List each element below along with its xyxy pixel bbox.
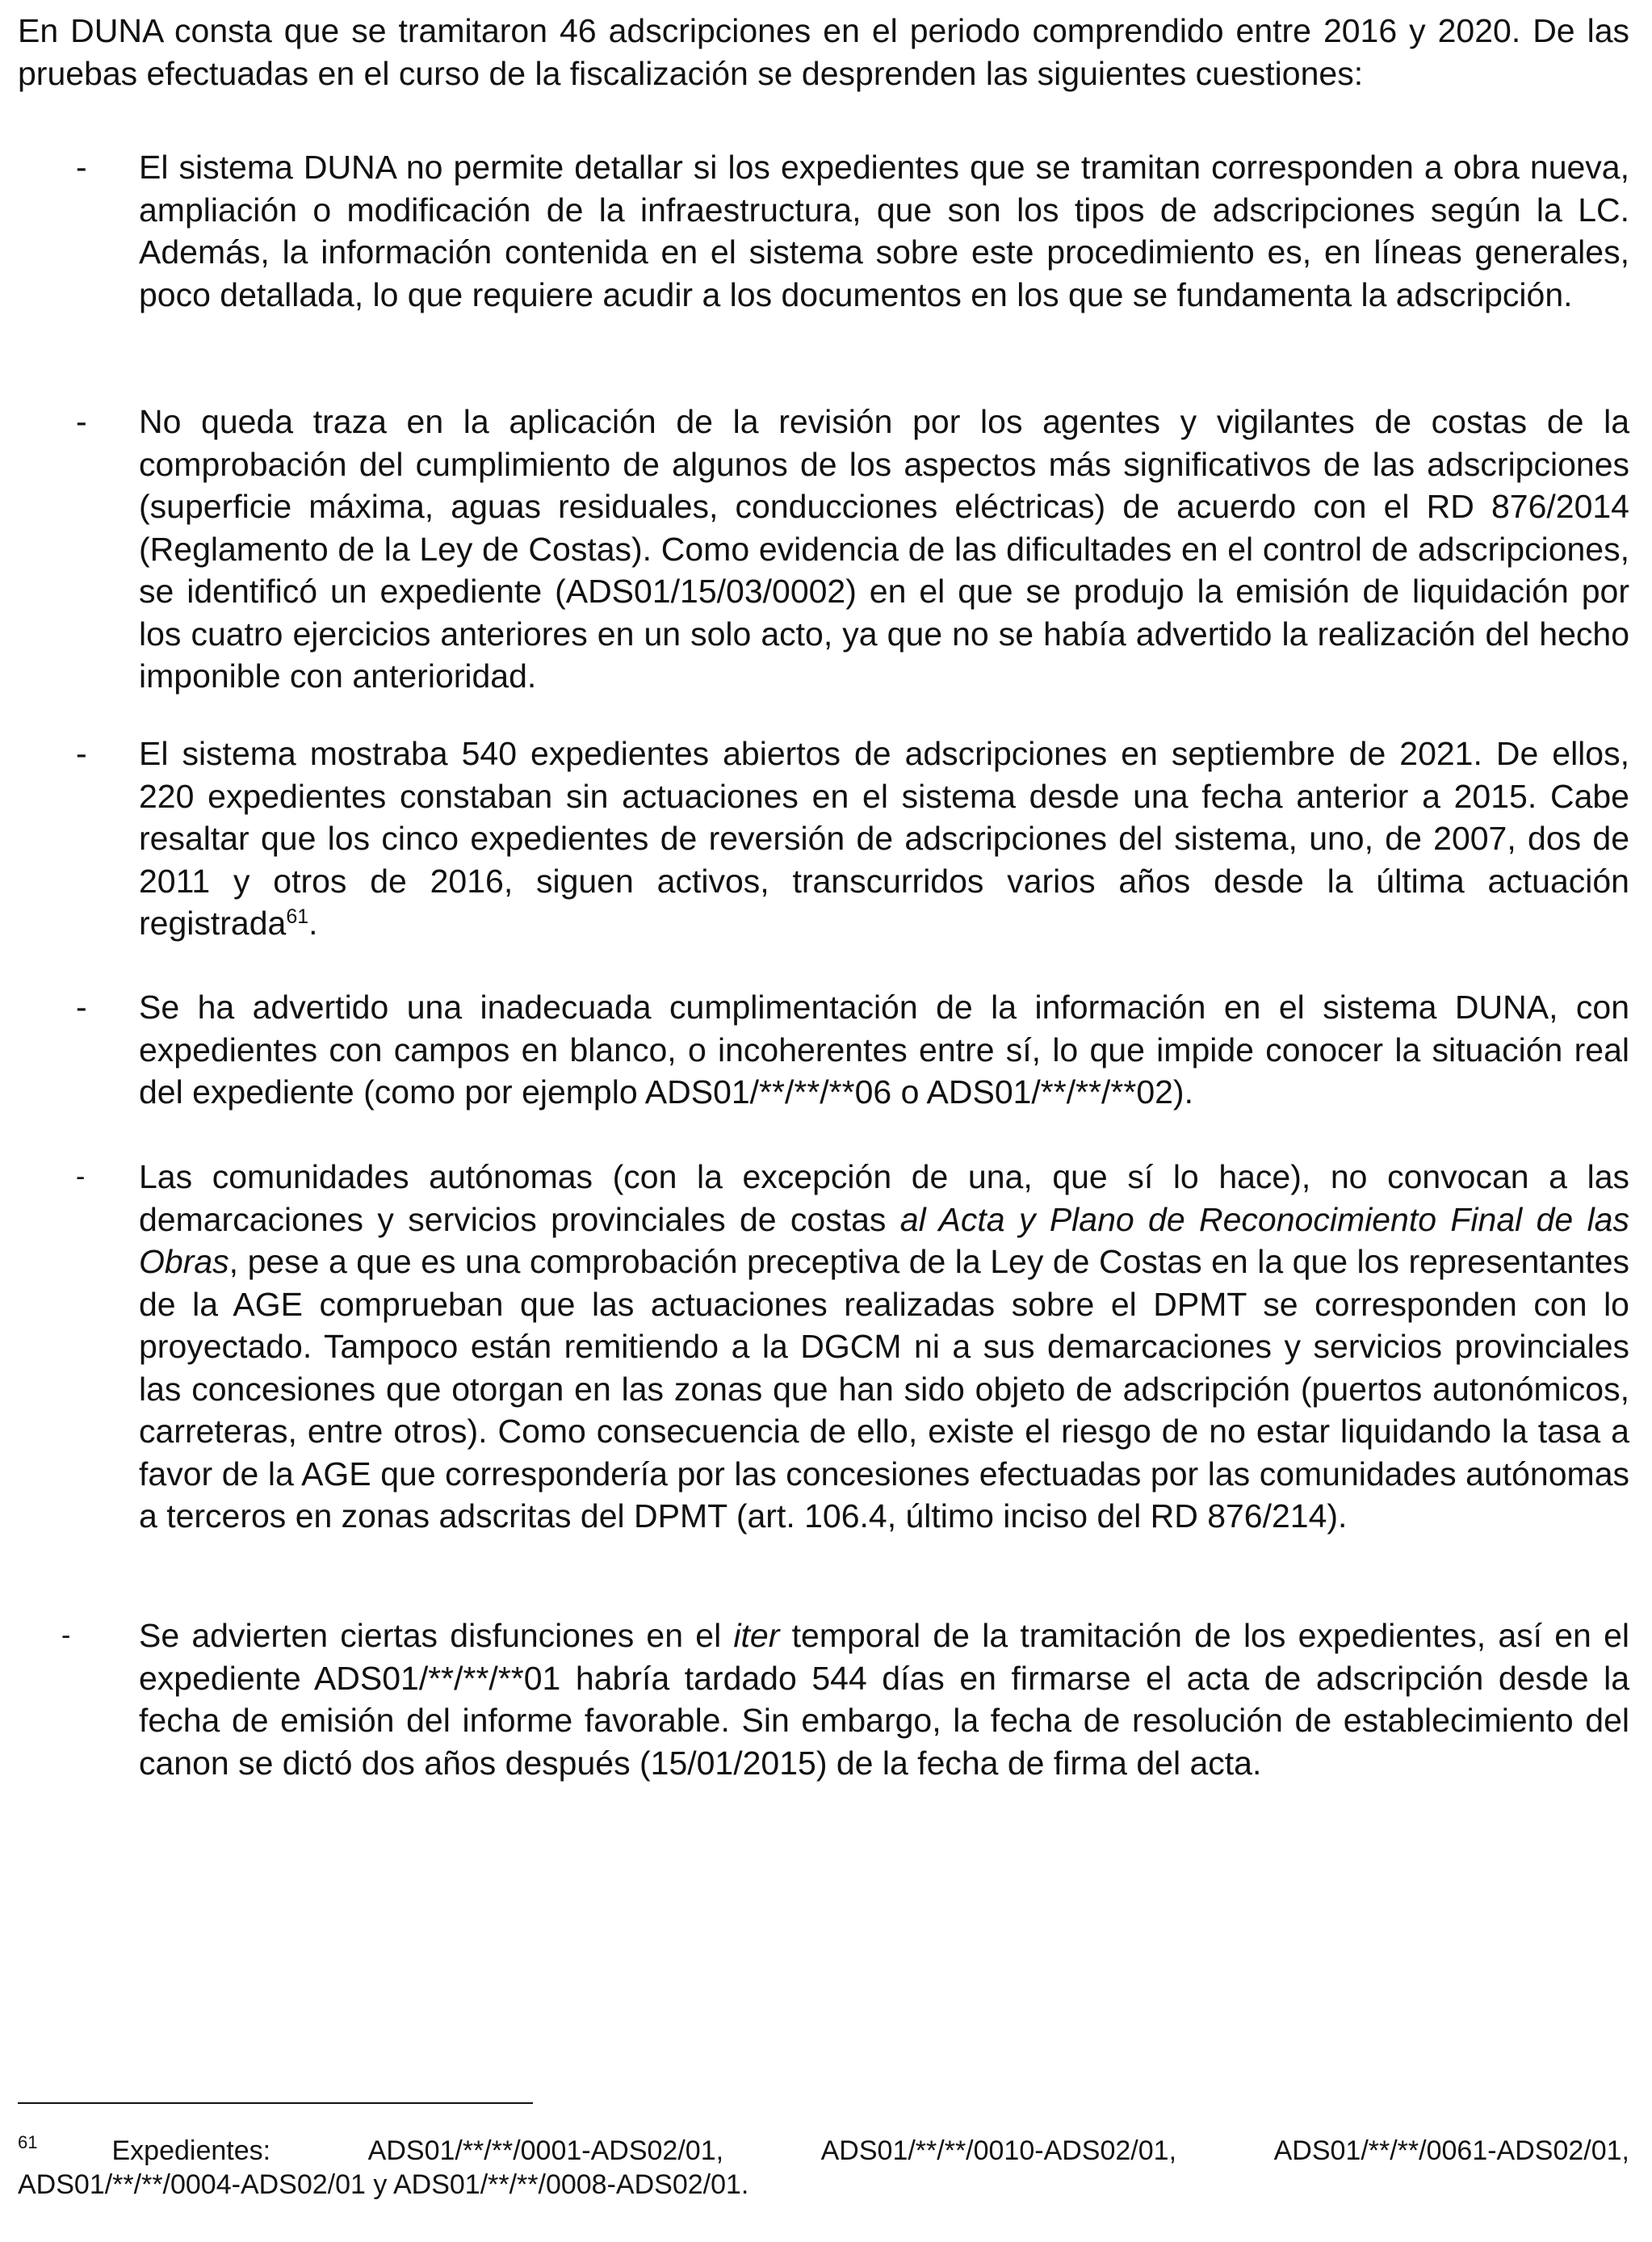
footnote-marker: 61 <box>18 2132 38 2152</box>
footnote-ref: ADS01/**/**/0010-ADS02/01, <box>820 2135 1177 2166</box>
footnote-ref: ADS01/**/**/0061-ADS02/01, <box>1273 2135 1629 2166</box>
list-item-text <box>139 733 1629 945</box>
list-item-text-main: El sistema mostraba 540 expedientes abiertos de adscripciones en septiembre de 2021. De ellos, 220 expedientes constaban sin actuaciones en el sistema desde una fecha anterior a 2015. Cabe resaltar que los cinco expedientes de reversión de adscripciones del sistema, uno, de 2007, dos de 2011 y otros de 2016, siguen activos, transcurridos varios años desde la última actuación registrada <box>139 735 1629 942</box>
footnote <box>18 2126 1629 2202</box>
italic-term: iter <box>733 1617 780 1654</box>
list-item-text <box>139 1614 1629 1784</box>
list-item-text <box>139 1156 1629 1538</box>
footnote-label: Expedientes: <box>111 2135 271 2166</box>
footnote-separator <box>18 2102 533 2104</box>
list-item-text: El sistema DUNA no permite detallar si los expedientes que se tramitan corresponden a obra nueva, ampliación o modificación de la infraestructura, que son los tipos de adscripciones según la LC. Además, la información contenida en el sistema sobre este procedimiento es, en líneas generales, poco detallada, lo que requiere acudir a los documentos en los que se fundamenta la adscripción. <box>139 149 1629 313</box>
footnote-line-1 <box>18 2126 1629 2168</box>
italic-term: al Acta y Plano de Reconocimiento Final de las Obras <box>139 1200 1629 1280</box>
bullet-dash: - <box>76 1161 86 1192</box>
bullet-dash: - <box>76 989 87 1026</box>
bullet-dash: - <box>76 403 87 440</box>
footnote-line-2: ADS01/**/**/0004-ADS02/01 y ADS01/**/**/0008-ADS02/01. <box>18 2169 749 2200</box>
list-item-text-after: , pese a que es una comprobación preceptiva de la Ley de Costas en la que los representantes de la AGE comprueban que las actuaciones realizadas sobre el DPMT se corresponden con lo proyectado. Tampoco están remitiendo a la DGCM ni a sus demarcaciones y servicios provinciales las concesiones que otorgan en las zonas que han sido objeto de adscripción (puertos autonómicos, carreteras, entre otros). Como consecuencia de ello, existe el riesgo de no estar liquidando la tasa a favor de la AGE que correspondería por las concesiones efectuadas por las comunidades autónomas a terceros en zonas adscritas del DPMT (art. 106.4, último inciso del RD 876/214). <box>139 1243 1629 1535</box>
footnote-reference[interactable]: 61 <box>286 905 309 928</box>
list-item-text-before: Las comunidades autónomas (con la excepción de una, que sí lo hace), no convocan a las demarcaciones y servicios provinciales de costas <box>139 1158 1629 1238</box>
list-item-text: Se ha advertido una inadecuada cumplimentación de la información en el sistema DUNA, con expedientes con campos en blanco, o incoherentes entre sí, lo que impide conocer la situación real del expediente (como por ejemplo ADS01/**/**/**06 o ADS01/**/**/**02). <box>139 989 1629 1111</box>
bullet-dash: - <box>76 735 87 772</box>
bullet-dash: - <box>76 149 87 186</box>
list-item-text-after: temporal de la tramitación de los expedientes, así en el expediente ADS01/**/**/**01 habría tardado 544 días en firmarse el acta de adscripción desde la fecha de emisión del informe favorable. Sin embargo, la fecha de resolución de establecimiento del canon se dictó dos años después (15/01/2015) de la fecha de firma del acta. <box>139 1617 1629 1782</box>
bullet-dash: - <box>61 1620 71 1651</box>
footnote-ref: ADS01/**/**/0001-ADS02/01, <box>367 2135 724 2166</box>
list-item-text-end: . <box>308 905 318 942</box>
list-item-text-before: Se advierten ciertas disfunciones en el <box>139 1617 734 1654</box>
footnote-head <box>18 2126 270 2168</box>
list-item-text: No queda traza en la aplicación de la revisión por los agentes y vigilantes de costas de la comprobación del cumplimiento de algunos de los aspectos más significativos de las adscripciones (superficie máxima, aguas residuales, conducciones eléctricas) de acuerdo con el RD 876/2014 (Reglamento de la Ley de Costas). Como evidencia de las dificultades en el control de adscripciones, se identificó un expediente (ADS01/15/03/0002) en el que se produjo la emisión de liquidación por los cuatro ejercicios anteriores en un solo acto, ya que no se había advertido la realización del hecho imponible con anterioridad. <box>139 403 1629 695</box>
intro-paragraph: En DUNA consta que se tramitaron 46 adscripciones en el periodo comprendido entre 2016 y 2020. De las pruebas efectuadas en el curso de la fiscalización se desprenden las siguientes cuestiones: <box>18 12 1629 92</box>
